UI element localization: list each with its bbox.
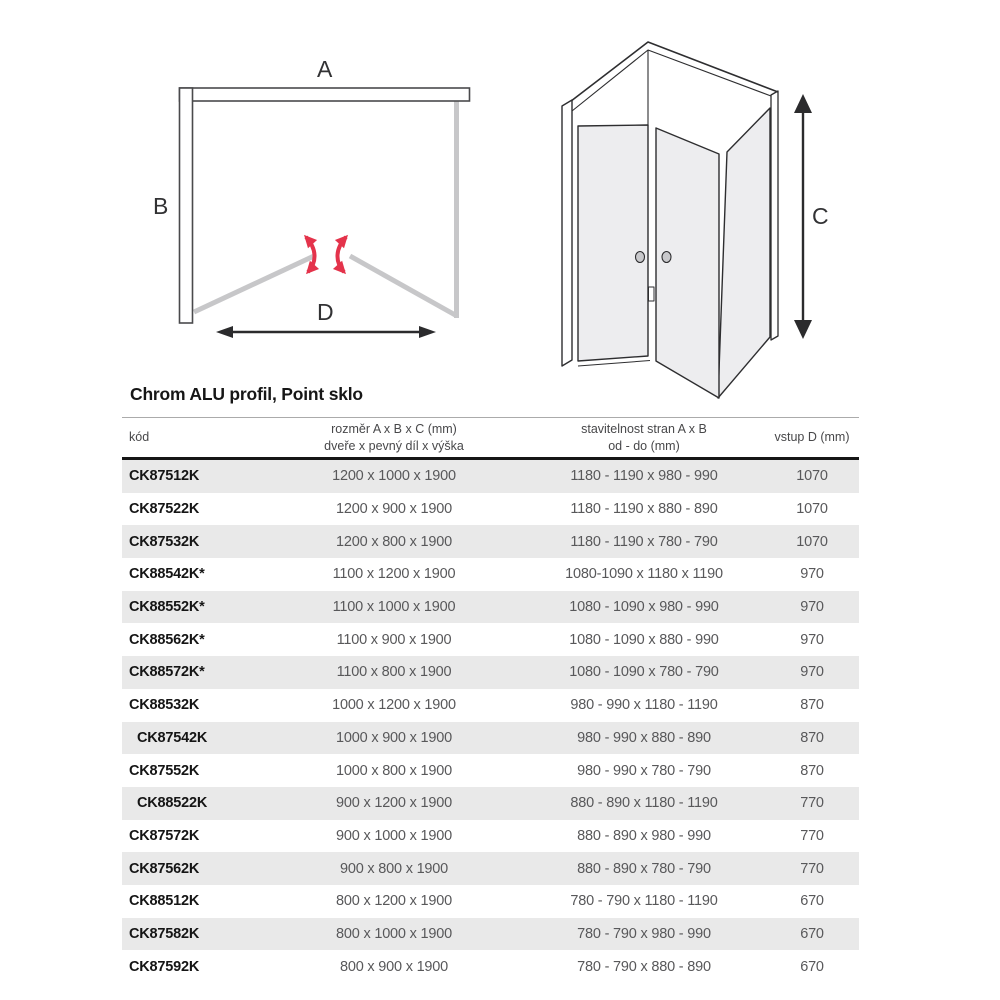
cell-vstup: 870 bbox=[800, 762, 824, 779]
cell-rozmer: 800 x 1000 x 1900 bbox=[336, 925, 452, 942]
cell-stavitelnost: 980 - 990 x 780 - 790 bbox=[577, 762, 711, 779]
label-dimension-c: C bbox=[812, 203, 829, 229]
door-right-panel bbox=[656, 128, 719, 398]
cell-stavitelnost: 1180 - 1190 x 780 - 790 bbox=[570, 533, 718, 550]
cell-kod: CK87532K bbox=[129, 533, 200, 550]
cell-vstup: 970 bbox=[800, 566, 824, 583]
cell-vstup: 970 bbox=[800, 664, 824, 681]
door-gap-seal bbox=[649, 287, 655, 301]
table-row bbox=[122, 525, 859, 558]
cell-vstup: 970 bbox=[800, 599, 824, 616]
col-header-stavitelnost bbox=[523, 421, 765, 454]
cell-stavitelnost: 780 - 790 x 880 - 890 bbox=[577, 958, 711, 975]
cell-stavitelnost: 1080-1090 x 1180 x 1190 bbox=[565, 566, 723, 583]
cell-kod: CK87542K bbox=[137, 729, 208, 746]
cell-stavitelnost: 780 - 790 x 1180 - 1190 bbox=[570, 893, 718, 910]
col-header-stavitelnost-line2: od - do (mm) bbox=[608, 438, 680, 453]
cell-vstup: 1070 bbox=[796, 468, 828, 485]
door-knob-right-icon bbox=[662, 252, 671, 263]
cell-stavitelnost: 880 - 890 x 980 - 990 bbox=[577, 827, 711, 844]
label-dimension-b: B bbox=[153, 193, 169, 219]
cell-kod: CK88562K* bbox=[129, 631, 205, 648]
right-wall-profile bbox=[771, 91, 778, 340]
cell-stavitelnost: 1180 - 1190 x 880 - 890 bbox=[570, 501, 718, 518]
label-dimension-a: A bbox=[317, 56, 333, 82]
plan-left-door-line bbox=[194, 256, 314, 312]
table-row bbox=[122, 820, 859, 853]
cell-kod: CK88572K* bbox=[129, 664, 205, 681]
label-dimension-d: D bbox=[317, 299, 334, 325]
cell-rozmer: 1000 x 900 x 1900 bbox=[336, 729, 452, 746]
cell-kod: CK87512K bbox=[129, 468, 200, 485]
plan-left-wall-profile bbox=[180, 88, 193, 323]
table-row bbox=[122, 460, 859, 493]
cell-rozmer: 900 x 800 x 1900 bbox=[339, 860, 449, 877]
door-left-panel bbox=[578, 125, 648, 361]
cell-vstup: 670 bbox=[800, 893, 824, 910]
col-header-stavitelnost-line1: stavitelnost stran A x B bbox=[581, 422, 707, 437]
cell-vstup: 670 bbox=[800, 958, 824, 975]
plan-top-wall-profile bbox=[180, 88, 470, 101]
cell-vstup: 870 bbox=[800, 697, 824, 714]
top-frame-inner bbox=[572, 50, 771, 111]
col-header-vstup bbox=[765, 429, 859, 445]
cell-vstup: 770 bbox=[800, 795, 824, 812]
table-row bbox=[122, 722, 859, 755]
col-header-rozmer-line2: dveře x pevný díl x výška bbox=[324, 438, 464, 453]
table-row bbox=[122, 656, 859, 689]
cell-rozmer: 1200 x 1000 x 1900 bbox=[332, 468, 456, 485]
table-row bbox=[122, 591, 859, 624]
left-wall-profile bbox=[562, 100, 572, 366]
spec-table bbox=[122, 417, 859, 983]
cell-vstup: 970 bbox=[800, 631, 824, 648]
col-header-kod-label: kód bbox=[129, 430, 150, 445]
table-row bbox=[122, 918, 859, 951]
entry-width-arrow bbox=[216, 326, 436, 338]
col-header-rozmer-line1: rozměr A x B x C (mm) bbox=[331, 422, 457, 437]
cell-stavitelnost: 880 - 890 x 780 - 790 bbox=[577, 860, 711, 877]
cell-vstup: 670 bbox=[800, 925, 824, 942]
perspective-diagram bbox=[562, 42, 829, 398]
cell-vstup: 1070 bbox=[796, 533, 828, 550]
cell-vstup: 770 bbox=[800, 827, 824, 844]
table-header-row bbox=[122, 418, 859, 460]
cell-stavitelnost: 1180 - 1190 x 980 - 990 bbox=[570, 468, 718, 485]
top-frame-outer bbox=[562, 42, 778, 108]
table-row bbox=[122, 950, 859, 983]
product-title: Chrom ALU profil, Point sklo bbox=[130, 384, 363, 404]
cell-vstup: 770 bbox=[800, 860, 824, 877]
col-header-kod bbox=[122, 429, 265, 445]
door-left-bottom-edge bbox=[578, 361, 650, 367]
cell-rozmer: 1100 x 1200 x 1900 bbox=[332, 566, 456, 583]
cell-rozmer: 1000 x 800 x 1900 bbox=[336, 762, 452, 779]
cell-stavitelnost: 1080 - 1090 x 980 - 990 bbox=[569, 599, 719, 616]
col-header-vstup-label: vstup D (mm) bbox=[774, 430, 850, 445]
cell-rozmer: 1200 x 800 x 1900 bbox=[336, 533, 452, 550]
cell-kod: CK88552K* bbox=[129, 599, 205, 616]
table-body bbox=[122, 460, 859, 983]
cell-rozmer: 1100 x 900 x 1900 bbox=[336, 631, 452, 648]
cell-rozmer: 1200 x 900 x 1900 bbox=[336, 501, 452, 518]
cell-kod: CK88512K bbox=[129, 893, 200, 910]
height-arrow bbox=[794, 94, 812, 339]
col-header-rozmer bbox=[265, 421, 523, 454]
cell-stavitelnost: 880 - 890 x 1180 - 1190 bbox=[570, 795, 718, 812]
cell-rozmer: 1100 x 1000 x 1900 bbox=[332, 599, 456, 616]
cell-rozmer: 900 x 1000 x 1900 bbox=[336, 827, 452, 844]
cell-rozmer: 1100 x 800 x 1900 bbox=[336, 664, 452, 681]
table-row bbox=[122, 689, 859, 722]
table-row bbox=[122, 787, 859, 820]
door-knob-left-icon bbox=[636, 252, 645, 263]
table-row bbox=[122, 623, 859, 656]
table-row bbox=[122, 885, 859, 918]
plan-diagram bbox=[153, 56, 470, 338]
plan-right-door-line bbox=[350, 256, 457, 316]
cell-kod: CK87592K bbox=[129, 958, 200, 975]
cell-kod: CK88542K* bbox=[129, 566, 205, 583]
cell-stavitelnost: 980 - 990 x 880 - 890 bbox=[577, 729, 711, 746]
side-glass-panel bbox=[718, 108, 770, 398]
cell-kod: CK88522K bbox=[137, 795, 208, 812]
cell-stavitelnost: 1080 - 1090 x 780 - 790 bbox=[569, 664, 719, 681]
cell-stavitelnost: 1080 - 1090 x 880 - 990 bbox=[569, 631, 719, 648]
cell-kod: CK87522K bbox=[129, 501, 200, 518]
cell-rozmer: 900 x 1200 x 1900 bbox=[336, 795, 452, 812]
cell-vstup: 870 bbox=[800, 729, 824, 746]
table-row bbox=[122, 754, 859, 787]
cell-rozmer: 1000 x 1200 x 1900 bbox=[332, 697, 456, 714]
cell-vstup: 1070 bbox=[796, 501, 828, 518]
cell-rozmer: 800 x 1200 x 1900 bbox=[336, 893, 452, 910]
cell-kod: CK88532K bbox=[129, 697, 200, 714]
table-row bbox=[122, 558, 859, 591]
table-row bbox=[122, 852, 859, 885]
cell-kod: CK87582K bbox=[129, 925, 200, 942]
table-row bbox=[122, 493, 859, 526]
cell-kod: CK87572K bbox=[129, 827, 200, 844]
cell-rozmer: 800 x 900 x 1900 bbox=[339, 958, 449, 975]
cell-stavitelnost: 780 - 790 x 980 - 990 bbox=[577, 925, 711, 942]
cell-stavitelnost: 980 - 990 x 1180 - 1190 bbox=[570, 697, 718, 714]
cell-kod: CK87552K bbox=[129, 762, 200, 779]
cell-kod: CK87562K bbox=[129, 860, 200, 877]
